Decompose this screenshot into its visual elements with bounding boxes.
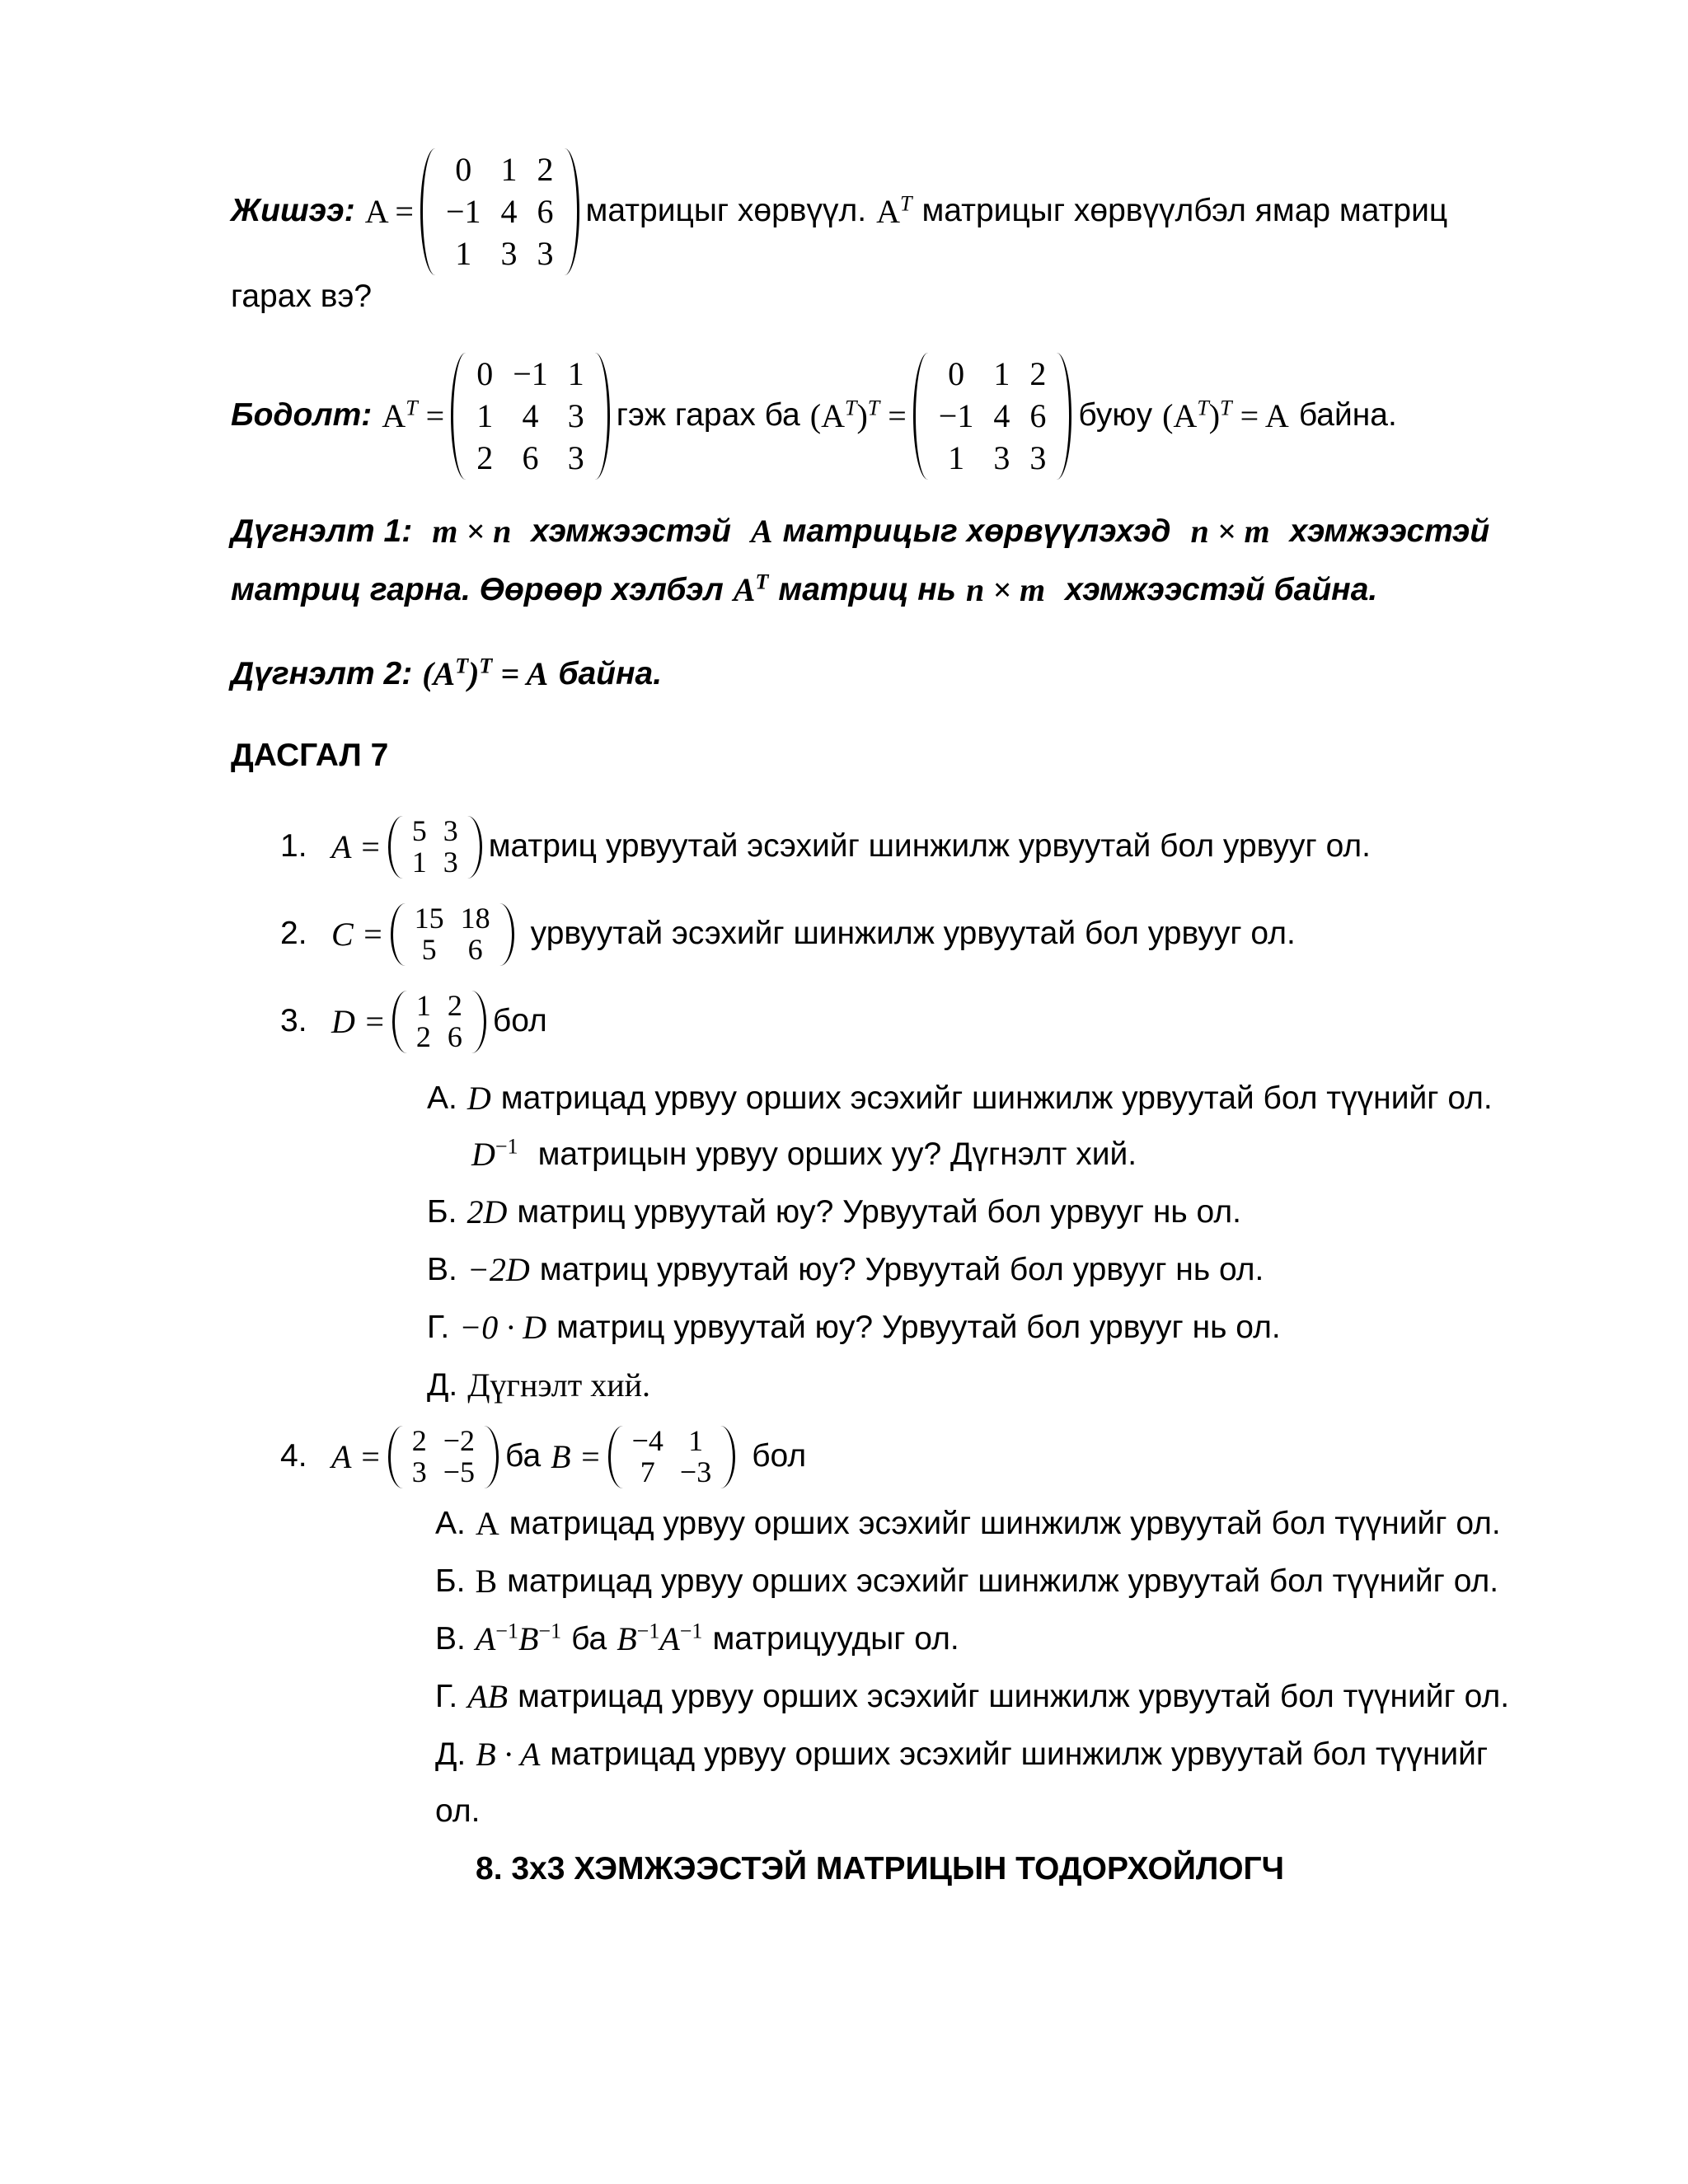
matrix-cell: 1 [688,1424,704,1457]
conclusion1-t2: матрицыг хөрвүүлэхэд [782,513,1171,549]
left-paren [388,1426,404,1488]
matrix-row [624,1426,720,1457]
matrix-cell: 3 [567,397,584,435]
item4-lhsB: B = [551,1437,602,1475]
matrix-cell: 2 [537,151,554,188]
left-paren [451,353,467,480]
exercise-item-2 [280,903,1296,966]
example-text3: гарах вэ? [231,279,373,314]
item3-d-math: −0 · D [459,1309,547,1346]
conclusion1-mn: m × n [432,513,512,550]
matrix-row [404,816,467,847]
solution-tail-text: буюу [1078,397,1153,434]
item3-d-text: матриц урвуутай юу? Урвуутай бол урвууг нь ол. [556,1309,1281,1345]
matrix-row [929,395,1057,437]
matrix-row [404,1457,483,1488]
item4-text: бол [752,1438,807,1474]
example-label: Жишээ: [231,193,355,229]
conclusion1-line2a: матриц гарна. Өөрөөр хэлбэл [231,571,724,607]
solution-lhs: $A^T$ = [382,396,445,434]
item4-c-math1: $A^{-1}B^{-1}$ [475,1619,562,1657]
left-paren [388,816,404,879]
right-paren [720,1426,735,1488]
matrix-cell: −1 [938,397,974,435]
matrix-grid [406,903,499,966]
right-paren [471,991,486,1053]
item4-e-text2: ол. [435,1793,481,1829]
matrix-row [436,232,564,274]
conclusion1-line2b: матриц нь [778,571,956,607]
matrix-cell: 1 [476,397,494,435]
solution-matrix2 [913,353,1072,480]
item1-text: матриц урвуутай эсэхийг шинжилж урвуутай бол урвууг ол. [488,828,1372,865]
item2-lhs: C = [331,915,384,953]
solution-tail-end: байна. [1298,397,1397,434]
item2-matrix [391,903,514,966]
item3-a2-text: матрицын урвуу орших уу? Дүгнэлт хий. [537,1136,1137,1172]
conclusion2-line [231,655,662,693]
item4-sub-c [435,1620,959,1658]
item3-b-text: матриц урвуутай юу? Урвуутай бол урвууг нь ол. [517,1193,1241,1230]
matrix-cell: −1 [445,193,481,231]
item4-d-math: AB [467,1678,509,1715]
matrix-row [408,991,471,1022]
left-paren [392,991,408,1053]
right-paren [483,1426,499,1488]
matrix-cell: −2 [443,1424,476,1457]
matrix-row [436,148,564,190]
item3-text: бол [492,1003,547,1039]
conclusion1-line2 [231,571,1377,609]
matrix-cell: −4 [631,1424,663,1457]
matrix-grid [929,353,1057,480]
item2-text: урвуутай эсэхийг шинжилж урвуутай бол урвууг ол. [530,916,1296,952]
matrix-row [467,353,594,395]
matrix-cell: 2 [476,439,494,477]
matrix-cell: 2 [1029,355,1047,392]
matrix-cell: 3 [993,439,1010,477]
solution-line [231,353,1397,480]
left-paren [420,148,436,275]
matrix-cell: 6 [522,439,539,477]
matrix-cell: 7 [640,1455,655,1488]
right-paren [594,353,610,480]
item4-sub-e-cont [435,1793,480,1830]
matrix-grid [624,1426,720,1488]
item4-a-label: А. [435,1505,466,1541]
matrix-cell: 6 [537,193,554,231]
item3-matrix [392,991,486,1053]
item4-sub-a [435,1505,1501,1543]
item3-sub-a [427,1080,1493,1118]
item4-sub-b [435,1563,1498,1601]
matrix-cell: −5 [443,1455,476,1488]
conclusion1-label: Дүгнэлт 1: [231,513,413,549]
item3-d-label: Г. [427,1309,450,1345]
conclusion1-a: A [750,513,773,550]
left-paren [608,1426,624,1488]
matrix-cell: 3 [537,235,554,273]
item3-sub-c [427,1251,1264,1289]
item3-number: 3. [280,1003,307,1039]
matrix-row [436,190,564,232]
matrix-cell: 0 [455,151,472,188]
matrix-cell: 1 [415,989,431,1022]
item3-sub-e [427,1366,650,1404]
right-paren [1056,353,1071,480]
item3-lhs: D = [331,1002,386,1040]
matrix-cell: 1 [567,355,584,392]
matrix-cell: 6 [467,932,483,966]
matrix-cell: 3 [443,845,458,879]
matrix-row [404,1426,483,1457]
item4-b-label: Б. [435,1563,466,1599]
matrix-cell: 4 [522,397,539,435]
matrix-row [467,395,594,437]
item3-a-math: D [467,1080,491,1117]
solution-tail-expr: $(A^T)^T = A$ [1162,396,1289,434]
example-line2 [231,279,372,316]
item4-c-math2: $B^{-1}A^{-1}$ [617,1619,703,1657]
item4-sub-d [435,1678,1509,1716]
matrix-cell: 3 [443,814,458,847]
matrix-cell: 15 [414,902,444,935]
example-at: $A^T$ [876,191,912,230]
example-lhs: A = [364,192,414,230]
item3-b-label: Б. [427,1193,457,1230]
item4-a-text: матрицад урвуу орших эсэхийг шинжилж урвуутай бол түүнийг ол. [509,1505,1501,1541]
item1-lhs: A = [331,827,382,865]
matrix-row [406,903,499,935]
matrix-cell: 1 [500,151,518,188]
item1-number: 1. [280,828,307,865]
matrix-cell: −1 [513,355,548,392]
conclusion1-line1 [231,513,1489,551]
item4-e-math: B · A [476,1736,541,1773]
right-paren [564,148,579,275]
item4-lhsA: A = [331,1437,382,1475]
item4-e-label: Д. [435,1736,467,1772]
exercise-title: ДАСГАЛ 7 [231,738,389,773]
item4-c-text: матрицуудыг ол. [712,1620,959,1657]
item3-e-text: Дүгнэлт хий. [467,1366,651,1404]
section-heading: 8. 3x3 ХЭМЖЭЭСТЭЙ МАТРИЦЫН ТОДОРХОЙЛОГЧ [476,1851,1285,1886]
matrix-grid [408,991,471,1053]
matrix-cell: 5 [411,814,427,847]
matrix-cell: 2 [411,1424,427,1457]
item3-a2-math: $D^{-1}$ [471,1134,518,1173]
matrix-row [406,935,499,966]
item3-c-text: матриц урвуутай юу? Урвуутай бол урвууг нь ол. [539,1251,1264,1287]
matrix-grid [404,1426,483,1488]
right-paren [467,816,482,879]
item4-matrixB [608,1426,736,1488]
matrix-cell: 1 [948,439,965,477]
item3-sub-b [427,1193,1241,1231]
matrix-grid [467,353,594,480]
example-matrix [420,148,579,275]
exercise-item-4 [280,1426,806,1488]
exercise-item-3 [280,991,547,1053]
matrix-row [624,1457,720,1488]
item3-a-label: А. [427,1080,457,1116]
conclusion2-label: Дүгнэлт 2: [231,655,413,691]
matrix-row [467,437,594,479]
item4-e-text: матрицад урвуу орших эсэхийг шинжилж урвуутай бол түүнийг [550,1736,1489,1772]
item4-b-text: матрицад урвуу орших эсэхийг шинжилж урвуутай бол түүнийг ол. [507,1563,1499,1599]
conclusion1-line2c: хэмжээстэй байна. [1065,571,1378,607]
conclusion1-nm: n × m [1190,513,1270,550]
item2-number: 2. [280,916,307,952]
item3-a-text: матрицад урвуу орших эсэхийг шинжилж урвуутай бол түүнийг ол. [500,1080,1493,1116]
item4-a-math: A [475,1505,499,1542]
matrix-row [408,1022,471,1053]
item4-d-text: матрицад урвуу орших эсэхийг шинжилж урвуутай бол түүнийг ол. [518,1678,1510,1714]
matrix-cell: 1 [455,235,472,273]
conclusion1-t3: хэмжээстэй [1289,513,1490,549]
matrix-cell: 4 [993,397,1010,435]
matrix-cell: 3 [500,235,518,273]
matrix-cell: 6 [447,1019,462,1053]
matrix-cell: 3 [1029,439,1047,477]
item3-c-label: В. [427,1251,457,1287]
item4-c-label: В. [435,1620,466,1657]
item4-c-and: ба [571,1620,607,1657]
matrix-cell: 6 [1029,397,1047,435]
matrix-cell: 2 [447,989,462,1022]
matrix-grid [436,148,564,275]
item3-sub-d [427,1309,1281,1347]
example-text2: матрицыг хөрвүүлбэл ямар матриц [921,193,1448,229]
example-text1: матрицыг хөрвүүл. [585,193,867,229]
item4-b-math: B [475,1563,498,1600]
solution-matrix1 [451,353,610,480]
matrix-cell: 4 [500,193,518,231]
item3-b-math: 2D [467,1193,508,1230]
conclusion2-expr: $(A^T)^T = A$ [422,654,549,692]
conclusion1-nm2: n × m [965,571,1046,608]
example-line [231,148,1447,275]
exercise-item-1 [280,816,1371,879]
conclusion2-end: байна. [558,655,663,691]
matrix-cell: 3 [567,439,584,477]
matrix-cell: 3 [411,1455,427,1488]
item4-sub-e [435,1736,1488,1774]
matrix-cell: 0 [476,355,494,392]
conclusion1-t1: хэмжээстэй [531,513,731,549]
item4-number: 4. [280,1438,307,1474]
solution-mid-expr: $(A^T)^T$ = [809,396,907,434]
matrix-row [929,353,1057,395]
item3-sub-a2 [471,1136,1137,1174]
matrix-cell: −3 [679,1455,712,1488]
left-paren [391,903,406,966]
matrix-row [929,437,1057,479]
item1-matrix [388,816,482,879]
matrix-cell: 5 [421,932,437,966]
item4-and: ба [505,1438,542,1474]
matrix-cell: 1 [411,845,427,879]
matrix-cell: 18 [460,902,490,935]
left-paren [913,353,929,480]
matrix-cell: 2 [415,1019,431,1053]
item4-d-label: Г. [435,1678,458,1714]
matrix-row [404,847,467,879]
item4-matrixA [388,1426,499,1488]
item3-e-label: Д. [427,1366,458,1403]
right-paren [499,903,514,966]
conclusion1-at: $A^T$ [733,569,769,608]
solution-mid-text: гэж гарах ба [616,397,800,434]
matrix-grid [404,816,467,879]
matrix-cell: 1 [993,355,1010,392]
solution-label: Бодолт: [231,397,373,434]
matrix-cell: 0 [948,355,965,392]
item3-c-math: −2D [467,1251,530,1288]
